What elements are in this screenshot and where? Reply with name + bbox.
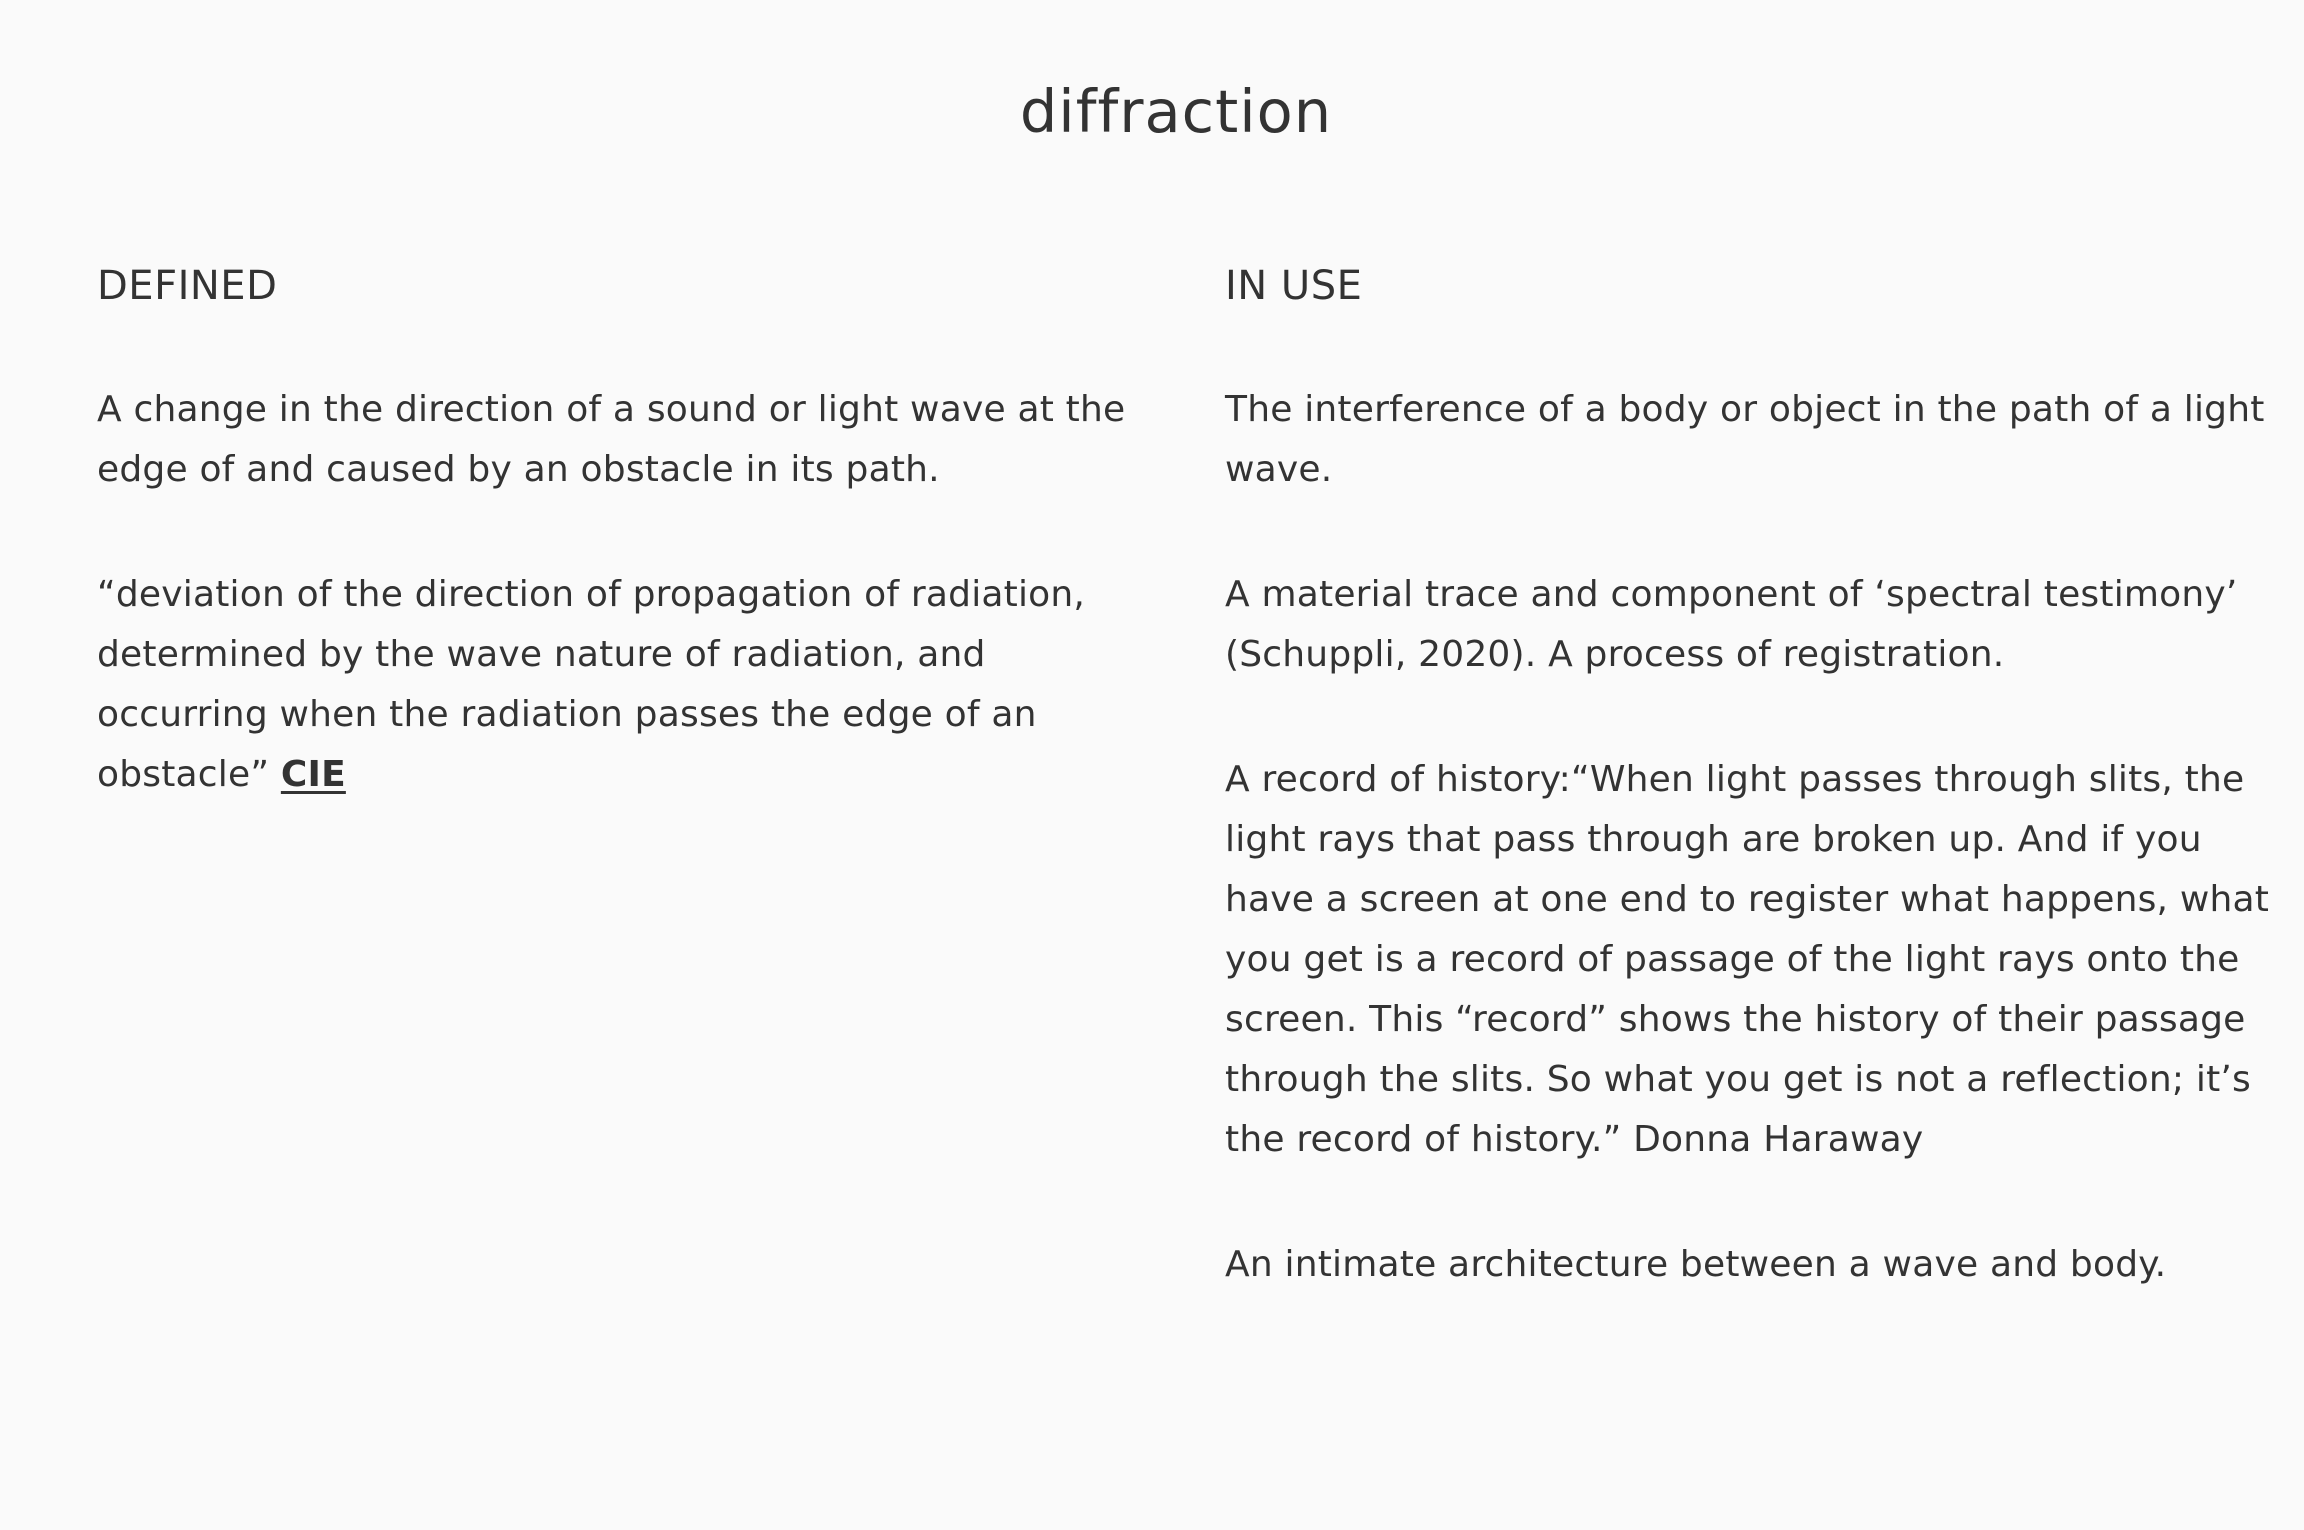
in-use-heading: IN USE — [1225, 263, 1363, 309]
cie-source-link[interactable]: CIE — [280, 754, 346, 795]
in-use-paragraph-4: An intimate architecture between a wave and body. — [1225, 1244, 2167, 1285]
in-use-paragraph-3: A record of history:“When light passes through slits, the light rays that pass through are broken up. And if you have a screen at one end to register what happens, what you get is a record of passage of the light rays onto the screen. This “record” shows the history of their passage through the slits. So what you get is not a reflection; it’s the record of history.” Donna Haraway — [1225, 759, 2270, 1160]
quote-text: “deviation of the direction of propagation of radiation, determined by the wave nature of radiation, and occurring when the radiation passes the edge of an obstacle” — [97, 574, 1086, 795]
defined-column — [97, 258, 1157, 805]
defined-heading: DEFINED — [97, 263, 278, 309]
page-title: diffraction — [1019, 77, 1333, 146]
in-use-paragraph-1: The interference of a body or object in the path of a light wave. — [1225, 389, 2265, 490]
definition-quote — [97, 565, 1157, 805]
in-use-column — [1225, 258, 2285, 1295]
definition-paragraph: A change in the direction of a sound or light wave at the edge of and caused by an obstacle in its path. — [97, 389, 1126, 490]
in-use-paragraph-2: A material trace and component of ‘spectral testimony’ (Schuppli, 2020). A process of registration. — [1225, 574, 2238, 675]
